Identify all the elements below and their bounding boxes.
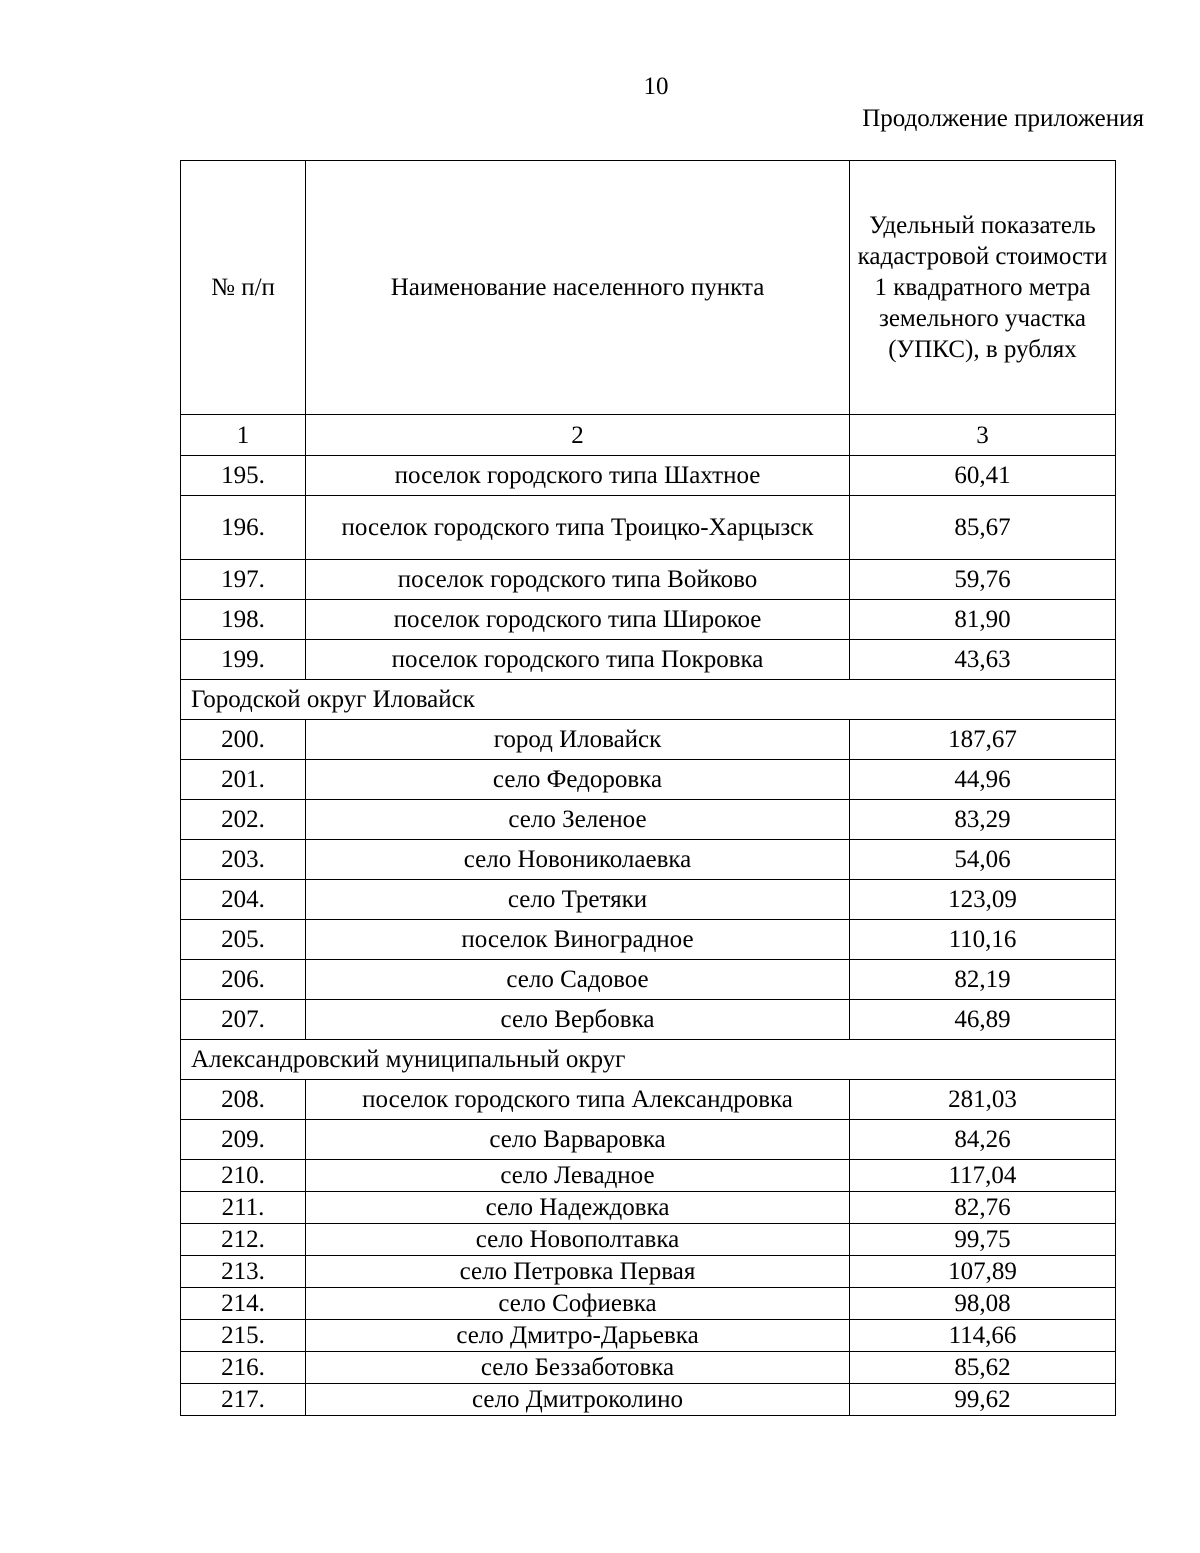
header-index: № п/п <box>181 161 306 415</box>
upks-value: 83,29 <box>850 800 1116 840</box>
upks-value: 84,26 <box>850 1120 1116 1160</box>
settlement-name: село Федоровка <box>306 760 850 800</box>
row-number: 199. <box>181 640 306 680</box>
row-number: 203. <box>181 840 306 880</box>
table-row <box>181 600 1116 640</box>
row-number: 206. <box>181 960 306 1000</box>
table-row <box>181 496 1116 560</box>
table-row <box>181 560 1116 600</box>
upks-value: 82,19 <box>850 960 1116 1000</box>
table-row <box>181 1120 1116 1160</box>
continuation-label: Продолжение приложения <box>862 105 1144 132</box>
row-number: 197. <box>181 560 306 600</box>
row-number: 210. <box>181 1160 306 1192</box>
table-row <box>181 840 1116 880</box>
table-row <box>181 720 1116 760</box>
group-title-aleksandrovsky: Александровский муниципальный округ <box>181 1040 1116 1080</box>
row-number: 208. <box>181 1080 306 1120</box>
settlement-name: село Третяки <box>306 880 850 920</box>
table-row <box>181 960 1116 1000</box>
settlement-name: поселок городского типа Шахтное <box>306 456 850 496</box>
row-number: 214. <box>181 1288 306 1320</box>
table-row <box>181 1080 1116 1120</box>
upks-value: 107,89 <box>850 1256 1116 1288</box>
settlement-name: село Софиевка <box>306 1288 850 1320</box>
row-number: 211. <box>181 1192 306 1224</box>
row-number: 201. <box>181 760 306 800</box>
settlement-name: город Иловайск <box>306 720 850 760</box>
table-row <box>181 1160 1116 1192</box>
table-row <box>181 1256 1116 1288</box>
row-number: 200. <box>181 720 306 760</box>
row-number: 204. <box>181 880 306 920</box>
table-row <box>181 456 1116 496</box>
upks-value: 98,08 <box>850 1288 1116 1320</box>
settlement-name: село Новополтавка <box>306 1224 850 1256</box>
table-row <box>181 1000 1116 1040</box>
row-number: 209. <box>181 1120 306 1160</box>
upks-value: 187,67 <box>850 720 1116 760</box>
row-number: 216. <box>181 1352 306 1384</box>
upks-value: 59,76 <box>850 560 1116 600</box>
settlement-name: поселок Виноградное <box>306 920 850 960</box>
settlement-name: поселок городского типа Покровка <box>306 640 850 680</box>
table-row <box>181 1192 1116 1224</box>
table-row <box>181 1384 1116 1416</box>
table-row <box>181 920 1116 960</box>
table-row <box>181 760 1116 800</box>
settlement-name: поселок городского типа Широкое <box>306 600 850 640</box>
upks-value: 60,41 <box>850 456 1116 496</box>
column-number: 2 <box>306 415 850 456</box>
table-header-row <box>181 161 1116 415</box>
settlement-name: село Петровка Первая <box>306 1256 850 1288</box>
upks-value: 44,96 <box>850 760 1116 800</box>
settlement-name: село Новониколаевка <box>306 840 850 880</box>
settlement-name: поселок городского типа Войково <box>306 560 850 600</box>
table-row <box>181 1352 1116 1384</box>
settlement-name: поселок городского типа Троицко-Харцызск <box>306 496 850 560</box>
upks-value: 85,62 <box>850 1352 1116 1384</box>
group-heading-row <box>181 680 1116 720</box>
table-row <box>181 880 1116 920</box>
column-number: 3 <box>850 415 1116 456</box>
row-number: 213. <box>181 1256 306 1288</box>
row-number: 215. <box>181 1320 306 1352</box>
group-heading-row <box>181 1040 1116 1080</box>
settlement-name: село Вербовка <box>306 1000 850 1040</box>
table-row <box>181 640 1116 680</box>
settlement-name: поселок городского типа Александровка <box>306 1080 850 1120</box>
table-row <box>181 1224 1116 1256</box>
settlement-name: село Беззаботовка <box>306 1352 850 1384</box>
page-number: 10 <box>643 73 669 100</box>
settlement-name: село Дмитро-Дарьевка <box>306 1320 850 1352</box>
settlement-name: село Садовое <box>306 960 850 1000</box>
row-number: 198. <box>181 600 306 640</box>
header-name: Наименование населенного пункта <box>306 161 850 415</box>
upks-value: 43,63 <box>850 640 1116 680</box>
cadastral-value-table <box>180 160 1116 1416</box>
upks-value: 85,67 <box>850 496 1116 560</box>
upks-value: 123,09 <box>850 880 1116 920</box>
settlement-name: село Надеждовка <box>306 1192 850 1224</box>
row-number: 205. <box>181 920 306 960</box>
upks-value: 110,16 <box>850 920 1116 960</box>
upks-value: 281,03 <box>850 1080 1116 1120</box>
upks-value: 117,04 <box>850 1160 1116 1192</box>
upks-value: 99,62 <box>850 1384 1116 1416</box>
table-row <box>181 1288 1116 1320</box>
column-numbers-row <box>181 415 1116 456</box>
group-title-ilovaisk: Городской округ Иловайск <box>181 680 1116 720</box>
settlement-name: село Варваровка <box>306 1120 850 1160</box>
table-row <box>181 800 1116 840</box>
row-number: 202. <box>181 800 306 840</box>
column-number: 1 <box>181 415 306 456</box>
settlement-name: село Зеленое <box>306 800 850 840</box>
upks-value: 82,76 <box>850 1192 1116 1224</box>
settlement-name: село Левадное <box>306 1160 850 1192</box>
row-number: 217. <box>181 1384 306 1416</box>
header-value: Удельный показатель кадастровой стоимости 1 квадратного метра земельного участка (УПКС), в рублях <box>850 161 1116 415</box>
upks-value: 46,89 <box>850 1000 1116 1040</box>
row-number: 212. <box>181 1224 306 1256</box>
upks-value: 99,75 <box>850 1224 1116 1256</box>
upks-value: 114,66 <box>850 1320 1116 1352</box>
row-number: 207. <box>181 1000 306 1040</box>
row-number: 196. <box>181 496 306 560</box>
upks-value: 81,90 <box>850 600 1116 640</box>
table-row <box>181 1320 1116 1352</box>
row-number: 195. <box>181 456 306 496</box>
upks-value: 54,06 <box>850 840 1116 880</box>
settlement-name: село Дмитроколино <box>306 1384 850 1416</box>
